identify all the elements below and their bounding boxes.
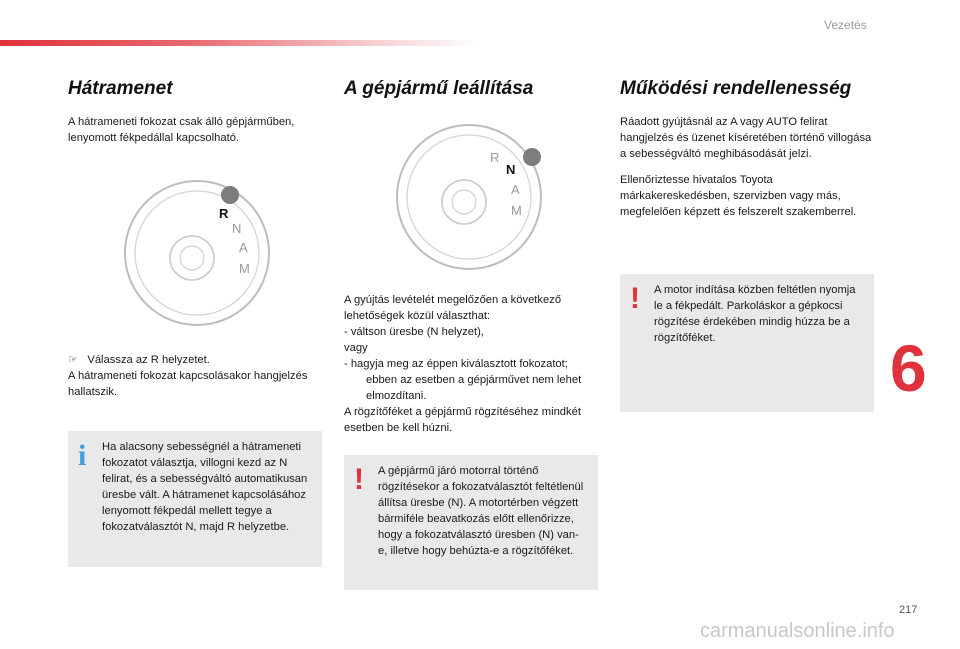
reverse-intro: A hátrameneti fokozat csak álló gépjárműben, lenyomott fékpedállal kapcsolható. <box>68 116 295 144</box>
warning-box-stop <box>344 455 598 590</box>
warning-box-malfunction <box>620 274 874 412</box>
dial-label-r: R <box>219 206 229 221</box>
dial-label-m: M <box>511 203 522 218</box>
warning-icon: ! <box>630 282 640 315</box>
dial-label-r: R <box>490 150 500 165</box>
selector-knob-icon <box>221 186 239 204</box>
dial-label-a: A <box>511 182 520 197</box>
stop-or: vagy <box>344 342 368 354</box>
malfunction-p1: Ráadott gyújtásnál az A vagy AUTO felirat hangjelzés és üzenet kíséretében történő villogása a sebességváltó meghibásodását jelzi. <box>620 116 872 160</box>
column-reverse <box>68 78 328 156</box>
stop-outro: A rögzítőféket a gépjármű rögzítéséhez mindkét esetben be kell húzni. <box>344 406 581 434</box>
stop-option-1: - váltson üresbe (N helyzet), <box>344 326 484 338</box>
stop-instructions <box>344 292 600 436</box>
gear-dial-neutral-illustration <box>394 122 544 272</box>
dial-label-n: N <box>506 162 516 177</box>
malfunction-p2: Ellenőriztesse hivatalos Toyota márkakereskedésben, szervizben vagy más, megfelelően képzett és felszerelt szakemberrel. <box>620 174 857 218</box>
dial-label-a: A <box>239 240 248 255</box>
warning-text-malfunction: A motor indítása közben feltétlen nyomja le a fékpedált. Parkoláskor a gépkocsi rögzítése érdekében mindig húzza be a rögzítőféket. <box>654 284 856 344</box>
page-number: 217 <box>899 604 918 616</box>
reverse-step-text: Válassza az R helyzetet. <box>87 354 210 366</box>
gear-dial-reverse-illustration <box>122 178 272 328</box>
reverse-step <box>68 352 318 400</box>
heading-stop: A gépjármű leállítása <box>344 78 534 99</box>
dial-label-m: M <box>239 261 250 276</box>
reverse-step-note: A hátrameneti fokozat kapcsolásakor hangjelzés hallatszik. <box>68 370 308 398</box>
info-box-reverse <box>68 431 322 567</box>
info-text: Ha alacsony sebességnél a hátrameneti fokozatot választja, villogni kezd az N felirat, és a sebességváltó automatikusan üresbe vált. A hátramenet kapcsolásához lenyomott fékpedál mellett tegye a fokozatválasztót N, majd R helyzetbe. <box>102 441 308 533</box>
warning-icon: ! <box>354 463 364 496</box>
chapter-number: 6 <box>890 331 927 405</box>
section-title: Vezetés <box>824 18 867 32</box>
heading-malfunction: Működési rendellenesség <box>620 78 852 99</box>
selector-knob-icon <box>523 148 541 166</box>
dial-label-n: N <box>232 221 242 236</box>
warning-text-stop: A gépjármű járó motorral történő rögzítésekor a fokozatválasztót feltétlenül állítsa üresbe (N). A motortérben végzett bármiféle beavatkozás előtt ellenőrizze, hogy a fokozatválasztó üresben (N) van-e, illetve hogy behúzta-e a rögzítőféket. <box>378 465 584 557</box>
watermark: carmanualsonline.info <box>700 620 895 642</box>
top-accent-bar <box>0 40 480 46</box>
column-stop <box>344 78 600 114</box>
pointer-icon: ☞ <box>68 354 79 366</box>
column-malfunction <box>620 78 874 230</box>
stop-option-2: - hagyja meg az éppen kiválasztott fokozatot; ebben az esetben a gépjárművet nem lehet elmozdítani. <box>344 358 582 402</box>
heading-reverse: Hátramenet <box>68 78 173 99</box>
info-icon: i <box>78 439 87 472</box>
stop-intro: A gyújtás levételét megelőzően a következő lehetőségek közül választhat: <box>344 294 562 322</box>
